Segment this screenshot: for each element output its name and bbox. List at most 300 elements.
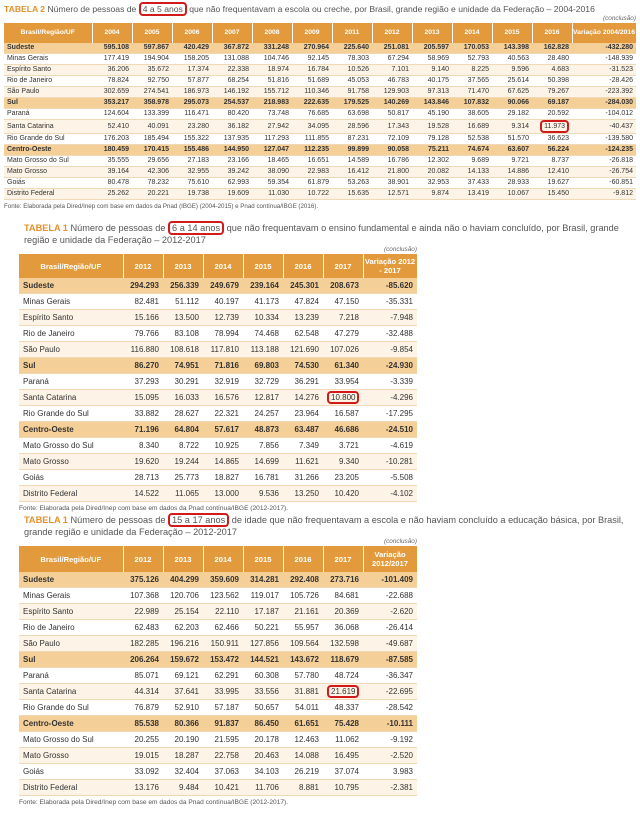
value-cell: 20.255 bbox=[123, 732, 163, 748]
uf-name-cell: Minas Gerais bbox=[4, 54, 92, 65]
value-cell: 41.173 bbox=[243, 294, 283, 310]
value-cell: 9.689 bbox=[452, 156, 492, 167]
value-cell: 7.101 bbox=[372, 65, 412, 76]
uf-name-cell: Goiás bbox=[19, 470, 123, 486]
value-cell: 48.337 bbox=[323, 700, 363, 716]
value-cell: 17.374 bbox=[172, 65, 212, 76]
table-row bbox=[19, 684, 417, 700]
value-cell: 19.609 bbox=[212, 189, 252, 200]
value-cell: 63.487 bbox=[283, 422, 323, 438]
uf-name-cell: Sudeste bbox=[19, 278, 123, 294]
value-cell: 83.108 bbox=[163, 326, 203, 342]
value-cell: 132.598 bbox=[323, 636, 363, 652]
caption-text-pre: Número de pessoas de bbox=[47, 4, 137, 14]
column-header: 2011 bbox=[332, 23, 372, 43]
continuation-note: (conclusão) bbox=[383, 246, 417, 253]
value-cell: 249.679 bbox=[203, 278, 243, 294]
value-cell: 104.746 bbox=[252, 54, 292, 65]
value-cell: 61.340 bbox=[323, 358, 363, 374]
value-cell: 206.264 bbox=[123, 652, 163, 668]
value-cell: 15.450 bbox=[532, 189, 572, 200]
value-cell: -24.930 bbox=[363, 358, 417, 374]
value-cell: 42.306 bbox=[132, 167, 172, 178]
table-row bbox=[19, 390, 417, 406]
value-cell: 63.698 bbox=[332, 109, 372, 120]
column-header: Brasil/Região/UF bbox=[19, 546, 123, 572]
value-cell: 78.824 bbox=[92, 76, 132, 87]
value-cell: 14.522 bbox=[123, 486, 163, 502]
value-cell: 16.412 bbox=[332, 167, 372, 178]
value-cell: 33.954 bbox=[323, 374, 363, 390]
value-cell: -31.523 bbox=[572, 65, 636, 76]
value-cell: 331.248 bbox=[252, 43, 292, 54]
value-cell: 7.349 bbox=[283, 438, 323, 454]
value-cell: 9.536 bbox=[243, 486, 283, 502]
value-cell: 57.617 bbox=[203, 422, 243, 438]
uf-name-cell: Rio Grande do Sul bbox=[4, 134, 92, 145]
value-cell: 17.187 bbox=[243, 604, 283, 620]
column-header: 2016 bbox=[283, 546, 323, 572]
value-cell: 119.017 bbox=[243, 588, 283, 604]
value-cell: 48.873 bbox=[243, 422, 283, 438]
caption-text-post: que não frequentavam a escola ou creche, por Brasil, grande região e unidade da Federação – 2004-2016 bbox=[189, 4, 595, 14]
value-cell: 53.263 bbox=[332, 178, 372, 189]
value-cell: 19.627 bbox=[532, 178, 572, 189]
value-cell: 14.865 bbox=[203, 454, 243, 470]
value-cell: 52.910 bbox=[163, 700, 203, 716]
value-cell: 16.689 bbox=[452, 120, 492, 134]
column-header: 2015 bbox=[243, 546, 283, 572]
value-cell: 52.538 bbox=[452, 134, 492, 145]
value-cell: -60.851 bbox=[572, 178, 636, 189]
value-cell: -40.437 bbox=[572, 120, 636, 134]
value-cell: 67.625 bbox=[492, 87, 532, 98]
value-cell: 12.571 bbox=[372, 189, 412, 200]
column-header: 2017 bbox=[323, 254, 363, 278]
value-cell: 194.904 bbox=[132, 54, 172, 65]
value-cell: 36.623 bbox=[532, 134, 572, 145]
value-cell: 87.231 bbox=[332, 134, 372, 145]
value-cell: 16.495 bbox=[323, 748, 363, 764]
value-cell: 62.993 bbox=[212, 178, 252, 189]
highlighted-value: 21.619 bbox=[327, 685, 359, 698]
table-row bbox=[19, 700, 417, 716]
value-cell: 29.182 bbox=[492, 109, 532, 120]
table-row bbox=[4, 156, 636, 167]
value-cell: -4.102 bbox=[363, 486, 417, 502]
uf-name-cell: Mato Grosso do Sul bbox=[19, 438, 123, 454]
value-cell: 16.786 bbox=[372, 156, 412, 167]
value-cell: 117.810 bbox=[203, 342, 243, 358]
highlighted-value: 10.800 bbox=[327, 391, 359, 404]
value-cell: 47.279 bbox=[323, 326, 363, 342]
value-cell: -9.812 bbox=[572, 189, 636, 200]
value-cell: -10.111 bbox=[363, 716, 417, 732]
value-cell: 85.538 bbox=[123, 716, 163, 732]
value-cell: -35.331 bbox=[363, 294, 417, 310]
value-cell: 31.881 bbox=[283, 684, 323, 700]
value-cell: 18.974 bbox=[252, 65, 292, 76]
value-cell: 68.254 bbox=[212, 76, 252, 87]
value-cell: -36.347 bbox=[363, 668, 417, 684]
uf-name-cell: Rio de Janeiro bbox=[4, 76, 92, 87]
value-cell: 97.313 bbox=[412, 87, 452, 98]
uf-name-cell: Minas Gerais bbox=[19, 588, 123, 604]
value-cell: 225.640 bbox=[332, 43, 372, 54]
table-row bbox=[19, 454, 417, 470]
value-cell: 116.880 bbox=[123, 342, 163, 358]
value-cell: 36.291 bbox=[283, 374, 323, 390]
value-cell: 22.338 bbox=[212, 65, 252, 76]
value-cell: 74.468 bbox=[243, 326, 283, 342]
value-cell: 80.478 bbox=[92, 178, 132, 189]
value-cell: 404.299 bbox=[163, 572, 203, 588]
value-cell: 62.291 bbox=[203, 668, 243, 684]
value-cell: -85.620 bbox=[363, 278, 417, 294]
value-cell: 19.738 bbox=[172, 189, 212, 200]
region-row bbox=[19, 278, 417, 294]
value-cell: -32.488 bbox=[363, 326, 417, 342]
value-cell: -87.585 bbox=[363, 652, 417, 668]
continuation-note: (conclusão) bbox=[602, 15, 636, 22]
uf-name-cell: Santa Catarina bbox=[19, 390, 123, 406]
value-cell: 18.465 bbox=[252, 156, 292, 167]
table-row bbox=[19, 486, 417, 502]
value-cell: 16.576 bbox=[203, 390, 243, 406]
value-cell: 9.314 bbox=[492, 120, 532, 134]
value-cell: 28.480 bbox=[532, 54, 572, 65]
value-cell: 74.674 bbox=[452, 145, 492, 156]
value-cell: 59.354 bbox=[252, 178, 292, 189]
value-cell: 13.176 bbox=[123, 780, 163, 796]
value-cell: 124.604 bbox=[92, 109, 132, 120]
value-cell: 182.285 bbox=[123, 636, 163, 652]
value-cell: -26.414 bbox=[363, 620, 417, 636]
value-cell: 118.679 bbox=[323, 652, 363, 668]
table-row bbox=[4, 65, 636, 76]
continuation-note: (conclusão) bbox=[383, 538, 417, 545]
value-cell: 13.250 bbox=[283, 486, 323, 502]
uf-name-cell: Distrito Federal bbox=[19, 486, 123, 502]
value-cell: 7.856 bbox=[243, 438, 283, 454]
uf-name-cell: Distrito Federal bbox=[4, 189, 92, 200]
table-row bbox=[19, 668, 417, 684]
value-cell: 79.766 bbox=[123, 326, 163, 342]
value-cell: 38.901 bbox=[372, 178, 412, 189]
value-cell: 11.706 bbox=[243, 780, 283, 796]
value-cell: 10.925 bbox=[203, 438, 243, 454]
value-cell: 33.556 bbox=[243, 684, 283, 700]
value-cell: 91.837 bbox=[203, 716, 243, 732]
value-cell: 294.293 bbox=[123, 278, 163, 294]
value-cell: 76.685 bbox=[292, 109, 332, 120]
value-cell: 120.706 bbox=[163, 588, 203, 604]
table-label: TABELA 1 bbox=[24, 515, 68, 525]
value-cell: 13.500 bbox=[163, 310, 203, 326]
value-cell: 40.175 bbox=[412, 76, 452, 87]
value-cell: 50.221 bbox=[243, 620, 283, 636]
value-cell: 40.563 bbox=[492, 54, 532, 65]
value-cell: 92.145 bbox=[292, 54, 332, 65]
value-cell: 13.419 bbox=[452, 189, 492, 200]
value-cell: 67.294 bbox=[372, 54, 412, 65]
value-cell: 27.183 bbox=[172, 156, 212, 167]
value-cell: 58.969 bbox=[412, 54, 452, 65]
column-header: 2013 bbox=[163, 254, 203, 278]
value-cell: 155.486 bbox=[172, 145, 212, 156]
column-header: Brasil/Região/UF bbox=[4, 23, 92, 43]
value-cell: -7.948 bbox=[363, 310, 417, 326]
value-cell: 37.565 bbox=[452, 76, 492, 87]
value-cell: 30.291 bbox=[163, 374, 203, 390]
value-cell: 62.483 bbox=[123, 620, 163, 636]
table-row bbox=[4, 167, 636, 178]
age-highlight: 4 a 5 anos bbox=[139, 2, 187, 16]
table-section-4-5-anos bbox=[4, 4, 636, 211]
column-header: 2014 bbox=[203, 546, 243, 572]
value-cell: 16.587 bbox=[323, 406, 363, 422]
value-cell: 29.656 bbox=[132, 156, 172, 167]
value-cell: 107.832 bbox=[452, 98, 492, 109]
caption-text-post: que não frequentavam o ensino fundamental e ainda não o haviam concluído, por Brasil, grande região e unidade da Federação – 2012-2017 bbox=[24, 223, 619, 245]
uf-name-cell: Centro-Oeste bbox=[19, 716, 123, 732]
value-cell: 177.419 bbox=[92, 54, 132, 65]
value-cell: 3.983 bbox=[363, 764, 417, 780]
value-cell: 292.408 bbox=[283, 572, 323, 588]
column-header: 2016 bbox=[532, 23, 572, 43]
value-cell bbox=[323, 684, 363, 700]
value-cell: -22.695 bbox=[363, 684, 417, 700]
value-cell: -139.580 bbox=[572, 134, 636, 145]
column-header: 2009 bbox=[292, 23, 332, 43]
value-cell: 8.225 bbox=[452, 65, 492, 76]
value-cell: 50.817 bbox=[372, 109, 412, 120]
value-cell: 79.267 bbox=[532, 87, 572, 98]
caption-text-post: de idade que não frequentavam a escola e não haviam concluído a educação básica, por Brasil, grande região e unidade da Federação – 2012-2017 bbox=[24, 515, 624, 537]
value-cell: 51.112 bbox=[163, 294, 203, 310]
value-cell: 155.712 bbox=[252, 87, 292, 98]
value-cell: 10.420 bbox=[323, 486, 363, 502]
value-cell: 185.494 bbox=[132, 134, 172, 145]
value-cell: 63.607 bbox=[492, 145, 532, 156]
table-row bbox=[4, 87, 636, 98]
value-cell: 107.026 bbox=[323, 342, 363, 358]
value-cell bbox=[532, 120, 572, 134]
value-cell: 256.339 bbox=[163, 278, 203, 294]
value-cell: 10.526 bbox=[332, 65, 372, 76]
value-cell: 10.067 bbox=[492, 189, 532, 200]
uf-name-cell: Santa Catarina bbox=[4, 120, 92, 134]
table-row bbox=[4, 120, 636, 134]
table-row bbox=[19, 342, 417, 358]
column-header: 2006 bbox=[172, 23, 212, 43]
uf-name-cell: Goiás bbox=[4, 178, 92, 189]
value-cell: 57.780 bbox=[283, 668, 323, 684]
uf-name-cell: Centro-Oeste bbox=[4, 145, 92, 156]
value-cell: 28.627 bbox=[163, 406, 203, 422]
table-row bbox=[19, 636, 417, 652]
uf-name-cell: Sul bbox=[19, 358, 123, 374]
value-cell: 7.218 bbox=[323, 310, 363, 326]
table-row bbox=[4, 134, 636, 145]
value-cell: 28.713 bbox=[123, 470, 163, 486]
value-cell: -49.687 bbox=[363, 636, 417, 652]
value-cell: 19.244 bbox=[163, 454, 203, 470]
uf-name-cell: Espírito Santo bbox=[19, 310, 123, 326]
value-cell: 73.748 bbox=[252, 109, 292, 120]
value-cell: 34.103 bbox=[243, 764, 283, 780]
table-row bbox=[19, 374, 417, 390]
value-cell: 46.686 bbox=[323, 422, 363, 438]
value-cell: -101.409 bbox=[363, 572, 417, 588]
value-cell: -2.381 bbox=[363, 780, 417, 796]
table-row bbox=[19, 294, 417, 310]
value-cell: 80.420 bbox=[212, 109, 252, 120]
value-cell: 86.270 bbox=[123, 358, 163, 374]
value-cell: 21.595 bbox=[203, 732, 243, 748]
value-cell: 57.187 bbox=[203, 700, 243, 716]
value-cell: 46.783 bbox=[372, 76, 412, 87]
value-cell: 9.484 bbox=[163, 780, 203, 796]
value-cell: 113.188 bbox=[243, 342, 283, 358]
region-row bbox=[19, 422, 417, 438]
value-cell: -22.688 bbox=[363, 588, 417, 604]
value-cell: 40.197 bbox=[203, 294, 243, 310]
column-header: 2007 bbox=[212, 23, 252, 43]
value-cell: 33.092 bbox=[123, 764, 163, 780]
value-cell: 72.109 bbox=[372, 134, 412, 145]
uf-name-cell: Santa Catarina bbox=[19, 684, 123, 700]
value-cell: 105.726 bbox=[283, 588, 323, 604]
age-highlight: 15 a 17 anos bbox=[168, 513, 229, 527]
value-cell: 32.919 bbox=[203, 374, 243, 390]
value-cell: 26.219 bbox=[283, 764, 323, 780]
value-cell: 64.804 bbox=[163, 422, 203, 438]
column-header: 2013 bbox=[412, 23, 452, 43]
table-row bbox=[4, 54, 636, 65]
value-cell: 8.737 bbox=[532, 156, 572, 167]
uf-name-cell: Paraná bbox=[19, 374, 123, 390]
value-cell: 14.133 bbox=[452, 167, 492, 178]
value-cell: 20.463 bbox=[243, 748, 283, 764]
data-table bbox=[4, 23, 637, 200]
value-cell: 159.672 bbox=[163, 652, 203, 668]
value-cell: 12.463 bbox=[283, 732, 323, 748]
uf-name-cell: Paraná bbox=[4, 109, 92, 120]
value-cell: 25.614 bbox=[492, 76, 532, 87]
value-cell: 205.597 bbox=[412, 43, 452, 54]
value-cell: 78.303 bbox=[332, 54, 372, 65]
value-cell: 23.166 bbox=[212, 156, 252, 167]
uf-name-cell: Minas Gerais bbox=[19, 294, 123, 310]
value-cell: 90.058 bbox=[372, 145, 412, 156]
value-cell: 23.280 bbox=[172, 120, 212, 134]
value-cell: 155.322 bbox=[172, 134, 212, 145]
value-cell: 274.541 bbox=[132, 87, 172, 98]
value-cell: 69.121 bbox=[163, 668, 203, 684]
value-cell: 25.262 bbox=[92, 189, 132, 200]
column-header: 2005 bbox=[132, 23, 172, 43]
value-cell: 16.033 bbox=[163, 390, 203, 406]
table-caption bbox=[14, 222, 626, 246]
uf-name-cell: Mato Grosso bbox=[4, 167, 92, 178]
value-cell: 62.548 bbox=[283, 326, 323, 342]
value-cell: 52.410 bbox=[92, 120, 132, 134]
column-header: Variação 2012/2017 bbox=[363, 546, 417, 572]
value-cell: 51.816 bbox=[252, 76, 292, 87]
value-cell: 12.410 bbox=[532, 167, 572, 178]
value-cell: 45.053 bbox=[332, 76, 372, 87]
value-cell: 21.161 bbox=[283, 604, 323, 620]
uf-name-cell: Rio Grande do Sul bbox=[19, 406, 123, 422]
uf-name-cell: Mato Grosso bbox=[19, 454, 123, 470]
value-cell: 597.867 bbox=[132, 43, 172, 54]
value-cell: 137.935 bbox=[212, 134, 252, 145]
value-cell: 56.224 bbox=[532, 145, 572, 156]
value-cell: -26.754 bbox=[572, 167, 636, 178]
value-cell: 84.681 bbox=[323, 588, 363, 604]
value-cell: 32.404 bbox=[163, 764, 203, 780]
column-header: Brasil/Região/UF bbox=[19, 254, 123, 278]
value-cell: 61.651 bbox=[283, 716, 323, 732]
value-cell: 37.074 bbox=[323, 764, 363, 780]
value-cell: 45.190 bbox=[412, 109, 452, 120]
value-cell: 367.872 bbox=[212, 43, 252, 54]
value-cell: 21.800 bbox=[372, 167, 412, 178]
value-cell: 52.793 bbox=[452, 54, 492, 65]
value-cell: 208.673 bbox=[323, 278, 363, 294]
value-cell: 76.879 bbox=[123, 700, 163, 716]
value-cell: 110.346 bbox=[292, 87, 332, 98]
value-cell: 10.795 bbox=[323, 780, 363, 796]
value-cell: 144.521 bbox=[243, 652, 283, 668]
value-cell: 10.421 bbox=[203, 780, 243, 796]
table-row bbox=[19, 326, 417, 342]
value-cell: -26.818 bbox=[572, 156, 636, 167]
value-cell: 12.302 bbox=[412, 156, 452, 167]
table-row bbox=[19, 780, 417, 796]
value-cell: 38.605 bbox=[452, 109, 492, 120]
value-cell: -10.281 bbox=[363, 454, 417, 470]
value-cell: 31.266 bbox=[283, 470, 323, 486]
value-cell: 62.203 bbox=[163, 620, 203, 636]
value-cell: -28.542 bbox=[363, 700, 417, 716]
value-cell: 18.287 bbox=[163, 748, 203, 764]
table-label: TABELA 2 bbox=[4, 4, 46, 14]
header-row bbox=[19, 546, 417, 572]
table-row bbox=[4, 76, 636, 87]
value-cell: 20.178 bbox=[243, 732, 283, 748]
value-cell: 11.065 bbox=[163, 486, 203, 502]
value-cell: 176.203 bbox=[92, 134, 132, 145]
value-cell: 37.063 bbox=[203, 764, 243, 780]
table-row bbox=[19, 588, 417, 604]
value-cell: 375.126 bbox=[123, 572, 163, 588]
column-header: 2015 bbox=[492, 23, 532, 43]
value-cell: 14.276 bbox=[283, 390, 323, 406]
value-cell: 75.610 bbox=[172, 178, 212, 189]
uf-name-cell: Sul bbox=[19, 652, 123, 668]
value-cell: 8.340 bbox=[123, 438, 163, 454]
column-header: 2016 bbox=[283, 254, 323, 278]
value-cell: 20.592 bbox=[532, 109, 572, 120]
value-cell: 127.856 bbox=[243, 636, 283, 652]
value-cell: 44.314 bbox=[123, 684, 163, 700]
value-cell: 24.257 bbox=[243, 406, 283, 422]
value-cell: 86.450 bbox=[243, 716, 283, 732]
region-row bbox=[19, 358, 417, 374]
value-cell: 78.232 bbox=[132, 178, 172, 189]
